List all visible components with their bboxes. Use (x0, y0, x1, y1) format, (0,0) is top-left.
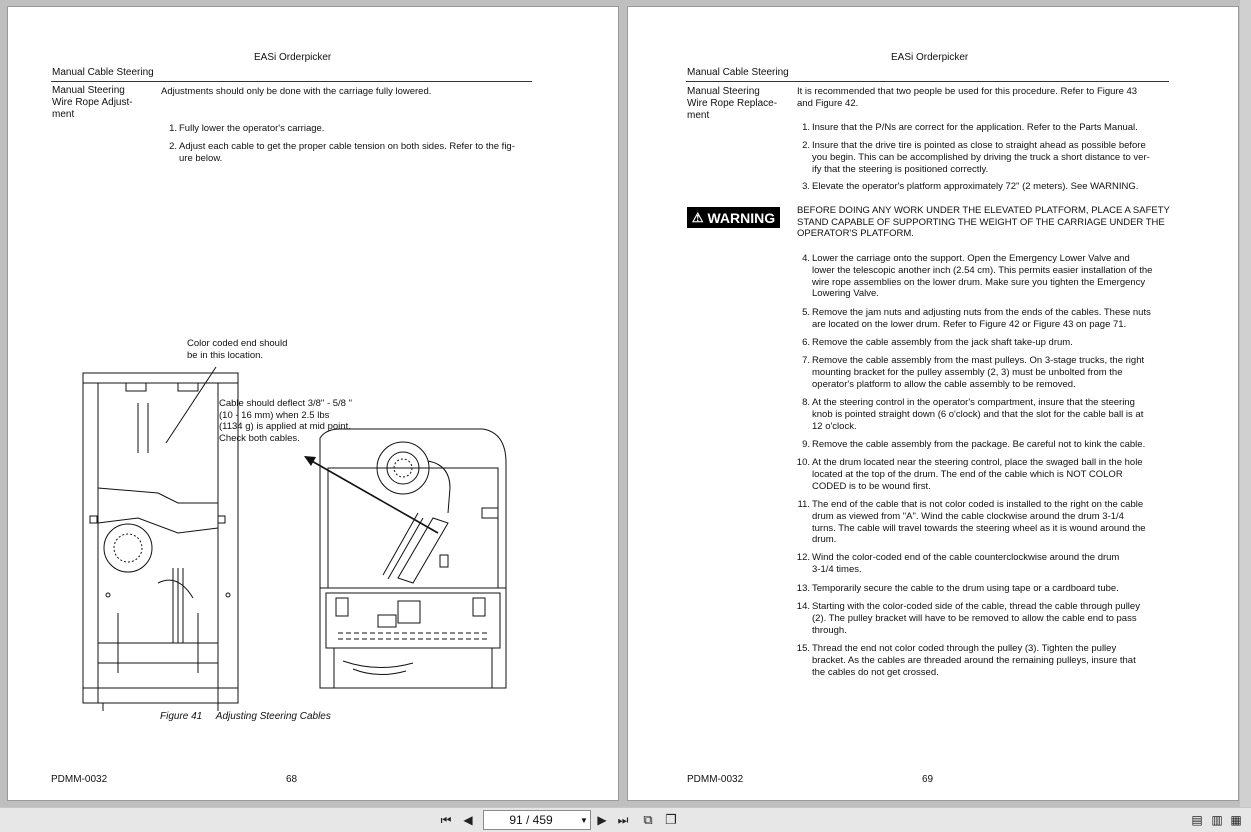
step-item: 7. Remove the cable assembly from the mast pulleys. On 3-stage trucks, the right mounting bracket for the pulley assembly (2, 3) must be unbolted from the operator's platform to allow the cable assembly to be removed. (802, 355, 1145, 390)
step-item: 11. The end of the cable that is not color coded is installed to the right on the cable drum as viewed from "A". Wind the cable clockwise around the drum 3-1/4 turns. The cable will travel towards the steering wheel as it is wound around the drum. (797, 499, 1146, 546)
step-item: 14. Starting with the color-coded side of the cable, thread the cable through pulley (2). The pulley bracket will have to be removed to allow the cable end to pass through. (796, 601, 1140, 636)
side-heading: Manual Steering Wire Rope Replace- ment (687, 86, 778, 121)
vertical-scrollbar[interactable] (1240, 0, 1251, 807)
previous-page-icon[interactable]: ◀ (463, 813, 473, 827)
chevron-down-icon[interactable]: ▼ (580, 815, 588, 825)
side-heading: Manual Steering Wire Rope Adjust- ment (52, 85, 133, 120)
color-coded-callout: Color coded end should be in this location. (187, 338, 288, 361)
continuous-view-icon[interactable]: ▥ (1211, 813, 1223, 827)
warning-triangle-icon: ⚠ (691, 209, 704, 225)
footer-page-number: 69 (922, 774, 934, 785)
step-item: 8. At the steering control in the operator's compartment, insure that the steering knob is pointed straight down (6 o'clock) and that the slot for the cable ball is at 12 o'clock. (802, 397, 1144, 432)
header-rule (51, 81, 532, 82)
step-item: 6. Remove the cable assembly from the jack shaft take-up drum. (802, 337, 1073, 348)
step-item: 1. Insure that the P/Ns are correct for the application. Refer to the Parts Manual. (802, 122, 1138, 133)
step-item: 15. Thread the end not color coded through the pulley (3). Tighten the pulley bracket. As the cables are threaded around the remaining pulleys, insure that the cables do not get crossed. (796, 643, 1136, 678)
step-item: 1. Fully lower the operator's carriage. (169, 123, 325, 134)
two-page-view-icon[interactable]: ▦ (1230, 813, 1242, 827)
step-item: 2. Adjust each cable to get the proper cable tension on both sides. Refer to the fig- ure below. (169, 141, 515, 164)
deflection-callout: Cable should deflect 3/8" - 5/8 " (10 - 16 mm) when 2.5 lbs (1134 g) is applied at mid point. Check both cables. (219, 398, 352, 444)
warning-text: BEFORE DOING ANY WORK UNDER THE ELEVATED PLATFORM, PLACE A SAFETY STAND CAPABLE OF SUPPORTING THE WEIGHT OF THE CARRIAGE UNDER THE OPERATOR'S PLATFORM. (797, 205, 1170, 239)
next-page-icon[interactable]: ▶ (597, 813, 607, 827)
page-layout-icon[interactable]: ⧉ (643, 812, 653, 827)
single-page-view-icon[interactable]: ▤ (1191, 813, 1203, 827)
step-item: 10. At the drum located near the steering control, place the swaged ball in the hole located at the top of the drum. The end of the cable which is NOT COLOR CODED is to be wound first. (796, 457, 1143, 492)
fit-page-icon[interactable]: ❐ (665, 812, 677, 827)
warning-label: ⚠ WARNING (687, 207, 780, 228)
step-item: 9. Remove the cable assembly from the package. Be careful not to kink the cable. (802, 439, 1146, 450)
running-header: EASi Orderpicker (891, 52, 969, 63)
step-item: 13. Temporarily secure the cable to the drum using tape or a cardboard tube. (796, 583, 1119, 594)
step-item: 12. Wind the color-coded end of the cable counterclockwise around the drum 3-1/4 times. (796, 552, 1120, 575)
footer-doc-number: PDMM-0032 (687, 774, 744, 785)
intro-paragraph: Adjustments should only be done with the carriage fully lowered. (161, 86, 432, 97)
header-rule (686, 81, 1169, 82)
intro-paragraph: It is recommended that two people be used for this procedure. Refer to Figure 43 and Figure 42. (797, 86, 1138, 109)
page-number-input[interactable]: 91 / 459 ▼ (483, 810, 591, 830)
first-page-icon[interactable]: ⏮ (440, 812, 452, 827)
footer-doc-number: PDMM-0032 (51, 774, 108, 785)
step-item: 5. Remove the jam nuts and adjusting nuts from the ends of the cables. These nuts are located on the lower drum. Refer to Figure 42 or Figure 43 on page 71. (802, 307, 1151, 330)
step-item: 2. Insure that the drive tire is pointed as close to straight ahead as possible before you begin. This can be accomplished by driving the truck a short distance to ver- ify that the steering is positioned correctly. (802, 140, 1150, 175)
viewer-toolbar (0, 807, 1251, 832)
section-title: Manual Cable Steering (52, 67, 154, 78)
running-header: EASi Orderpicker (254, 52, 332, 63)
step-item: 4. Lower the carriage onto the support. Open the Emergency Lower Valve and lower the telescopic another inch (2.54 cm). This permits easier installation of the wire rope assemblies on the lower drum. Make sure you tighten the Emergency Lowering Valve. (802, 253, 1153, 300)
footer-page-number: 68 (286, 774, 298, 785)
left-page (8, 7, 618, 800)
last-page-icon[interactable]: ⏭ (617, 812, 629, 827)
right-page (628, 7, 1238, 800)
figure-caption: Figure 41 Adjusting Steering Cables (160, 711, 331, 722)
section-title: Manual Cable Steering (687, 67, 789, 78)
step-item: 3. Elevate the operator's platform approximately 72" (2 meters). See WARNING. (802, 181, 1139, 192)
